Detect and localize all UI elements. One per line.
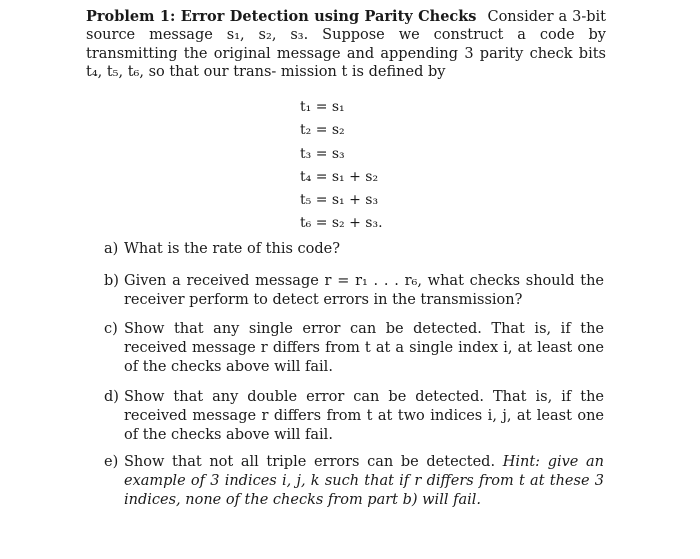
part-label: d) — [104, 389, 119, 405]
equation-t6: t₆ = s₂ + s₃. — [300, 215, 383, 232]
hint-text: Hint: give an example of 3 indices i, j, k such that if r differs from t at these 3 indices, none of the checks from part b) will fail. — [124, 454, 605, 508]
question-part-d — [104, 388, 604, 444]
problem-title: Problem 1: Error Detection using Parity Checks — [86, 8, 477, 25]
part-text: What is the rate of this code? — [124, 241, 341, 257]
part-text: Show that any single error can be detected. That is, if the received message r differs from t at a single index i, at least one of the checks above will fail. — [124, 321, 604, 375]
question-part-b — [104, 272, 604, 310]
question-part-a — [104, 240, 604, 259]
problem-block — [86, 8, 606, 81]
equation-t1: t₁ = s₁ — [300, 99, 345, 115]
part-label: a) — [104, 241, 119, 257]
equation-t2: t₂ = s₂ — [300, 122, 345, 139]
question-part-c — [104, 320, 604, 376]
part-text-container — [124, 453, 604, 509]
equation-t5: t₅ = s₁ + s₃ — [300, 192, 379, 209]
equation-list — [300, 96, 500, 236]
part-label: b) — [104, 273, 119, 289]
part-text: Show that any double error can be detected. That is, if the received message r differs from t at two indices i, j, at least one of the checks above will fail. — [124, 389, 604, 443]
equation-t4: t₄ = s₁ + s₂ — [300, 168, 379, 185]
problem-intro-text: Consider a 3-bit source message s₁, s₂, s₃. Suppose we construct a code by transmitting the original message and appending 3 parity check bits t₄, t₅, t₆, so that our trans- mission t is defined by — [86, 9, 606, 80]
question-part-e — [104, 453, 604, 509]
equation-t3: t₃ = s₃ — [300, 145, 345, 162]
part-label: c) — [104, 321, 118, 337]
problem-intro-paragraph — [86, 8, 606, 81]
part-label: e) — [104, 454, 119, 470]
part-text: Show that not all triple errors can be detected. — [124, 454, 496, 470]
part-text: Given a received message r = r₁ . . . r₆, what checks should the receiver perform to detect errors in the transmission? — [124, 273, 604, 308]
